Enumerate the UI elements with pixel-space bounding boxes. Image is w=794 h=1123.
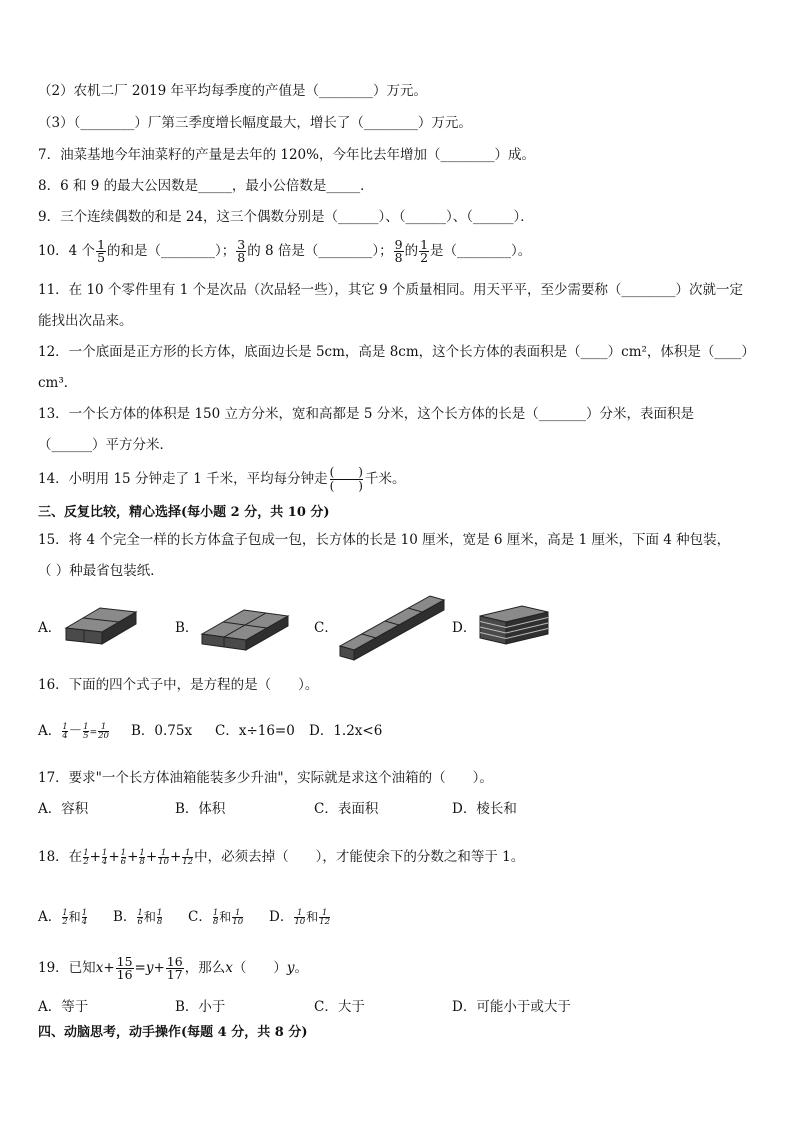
question-16: 16．下面的四个式子中，是方程的是（ ）。 bbox=[38, 677, 319, 693]
q16-option-d: D．1.2x<6 bbox=[309, 723, 383, 739]
q10-fraction-3: $\frac{9}{8}$ bbox=[394, 237, 403, 265]
q15-package-c-image bbox=[336, 590, 451, 665]
q19-option-d: D．可能小于或大于 bbox=[452, 999, 571, 1015]
q10-fraction-2: $\frac{3}{8}$ bbox=[237, 237, 246, 265]
question-15-line-1: 15．将 4 个完全一样的长方体盒子包成一包，长方体的长是 10 厘米，宽是 6 厘米，高是 1 厘米，下面 4 种包装， bbox=[38, 532, 731, 548]
q18-option-c: C． $\frac{1}{8}$ 和 $\frac{1}{10}$ bbox=[188, 908, 244, 927]
question-11-line-2: 能找出次品来。 bbox=[38, 313, 133, 329]
q10-text-4: 的 bbox=[404, 243, 419, 259]
q18-option-b: B． $\frac{1}{6}$ 和 $\frac{1}{8}$ bbox=[113, 908, 163, 927]
question-7: 7．油菜基地今年油菜籽的产量是去年的 120%，今年比去年增加（________）成。 bbox=[38, 147, 535, 163]
q14-text-1: 14．小明用 15 分钟走了 1 千米，平均每分钟走 bbox=[38, 471, 328, 487]
q15-option-a-label: A． bbox=[38, 620, 62, 636]
q19-option-b: B．小于 bbox=[175, 999, 226, 1015]
q15-option-c-label: C． bbox=[314, 620, 338, 636]
q15-option-d-label: D． bbox=[452, 620, 477, 636]
q15-package-d-image bbox=[476, 602, 556, 650]
q17-option-a: A．容积 bbox=[38, 801, 89, 817]
question-11-line-1: 11．在 10 个零件里有 1 个是次品（次品轻一些），其它 9 个质量相同。用天平平，至少需要称（________）次就一定 bbox=[38, 282, 744, 298]
q15-package-a-image bbox=[60, 598, 140, 648]
q15-package-b-image bbox=[198, 596, 293, 656]
question-12-line-2: cm³． bbox=[38, 375, 78, 391]
q10-fraction-1: $\frac{1}{5}$ bbox=[97, 237, 106, 265]
q15-option-b-label: B． bbox=[175, 620, 199, 636]
q10-fraction-4: $\frac{1}{2}$ bbox=[420, 237, 429, 265]
q10-text-5: 是（________）。 bbox=[430, 243, 532, 259]
q17-option-d: D．棱长和 bbox=[452, 801, 517, 817]
question-10 bbox=[38, 236, 531, 266]
question-14 bbox=[38, 462, 406, 496]
q16-option-c: C．x÷16=0 bbox=[215, 723, 295, 739]
question-9: 9．三个连续偶数的和是 24，这三个偶数分别是（______）、（______）、（______）． bbox=[38, 209, 534, 225]
q19-option-c: C．大于 bbox=[314, 999, 365, 1015]
q10-text-1: 10．4 个 bbox=[38, 243, 96, 259]
question-15-line-2: （ ）种最省包装纸． bbox=[38, 563, 164, 579]
question-6-part-2: （2）农机二厂 2019 年平均每季度的产值是（________）万元。 bbox=[38, 83, 428, 99]
q17-option-c: C．表面积 bbox=[314, 801, 379, 817]
q18-option-a: A． $\frac{1}{2}$ 和 $\frac{1}{4}$ bbox=[38, 908, 88, 927]
q10-text-3: 的 8 倍是（________）； bbox=[247, 243, 393, 259]
section-4-heading: 四、动脑思考，动手操作(每题 4 分，共 8 分) bbox=[38, 1025, 308, 1040]
question-12-line-1: 12．一个底面是正方形的长方体，底面边长是 5cm，高是 8cm，这个长方体的表面积是（____）cm²，体积是（____） bbox=[38, 344, 755, 360]
q18-option-d: D． $\frac{1}{10}$ 和 $\frac{1}{12}$ bbox=[269, 908, 330, 927]
question-13-line-1: 13．一个长方体的体积是 150 立方分米，宽和高都是 5 分米，这个长方体的长是（_______）分米，表面积是 bbox=[38, 406, 694, 422]
q14-text-2: 千米。 bbox=[365, 471, 406, 487]
question-13-line-2: （______）平方分米． bbox=[38, 437, 173, 453]
q16-option-a: A． $\frac{1}{4}$ － $\frac{1}{5}$ = $\frac{1}{20}$ bbox=[38, 722, 109, 741]
section-3-heading: 三、反复比较，精心选择(每小题 2 分，共 10 分) bbox=[38, 505, 330, 520]
question-6-part-3: （3）（________）厂第三季度增长幅度最大，增长了（________）万元。 bbox=[38, 115, 472, 131]
question-18: 18．在 $\frac{1}{2}$ + $\frac{1}{4}$ + $\frac{1}{6}$ + $\frac{1}{8}$ + $\frac{1}{10}$ + $\frac{1}{12}$ 中，必须去掉（ ），才能使余下的分数之和等于 1。 bbox=[38, 848, 525, 867]
q10-text-2: 的和是（________）； bbox=[107, 243, 236, 259]
question-8: 8．6 和 9 的最大公因数是_____，最小公倍数是_____． bbox=[38, 178, 374, 194]
q16-option-b: B．0.75x bbox=[131, 723, 193, 739]
q19-option-a: A．等于 bbox=[38, 999, 89, 1015]
q14-blank-fraction: $\frac{( )}{( )}$ bbox=[329, 465, 363, 493]
question-17: 17．要求"一个长方体油箱能装多少升油"，实际就是求这个油箱的（ ）。 bbox=[38, 770, 493, 786]
question-19: 19．已知x+ $\frac{15}{16}$ =y+ $\frac{16}{17}$ ，那么x（ ）y。 bbox=[38, 954, 308, 982]
q17-option-b: B．体积 bbox=[175, 801, 226, 817]
